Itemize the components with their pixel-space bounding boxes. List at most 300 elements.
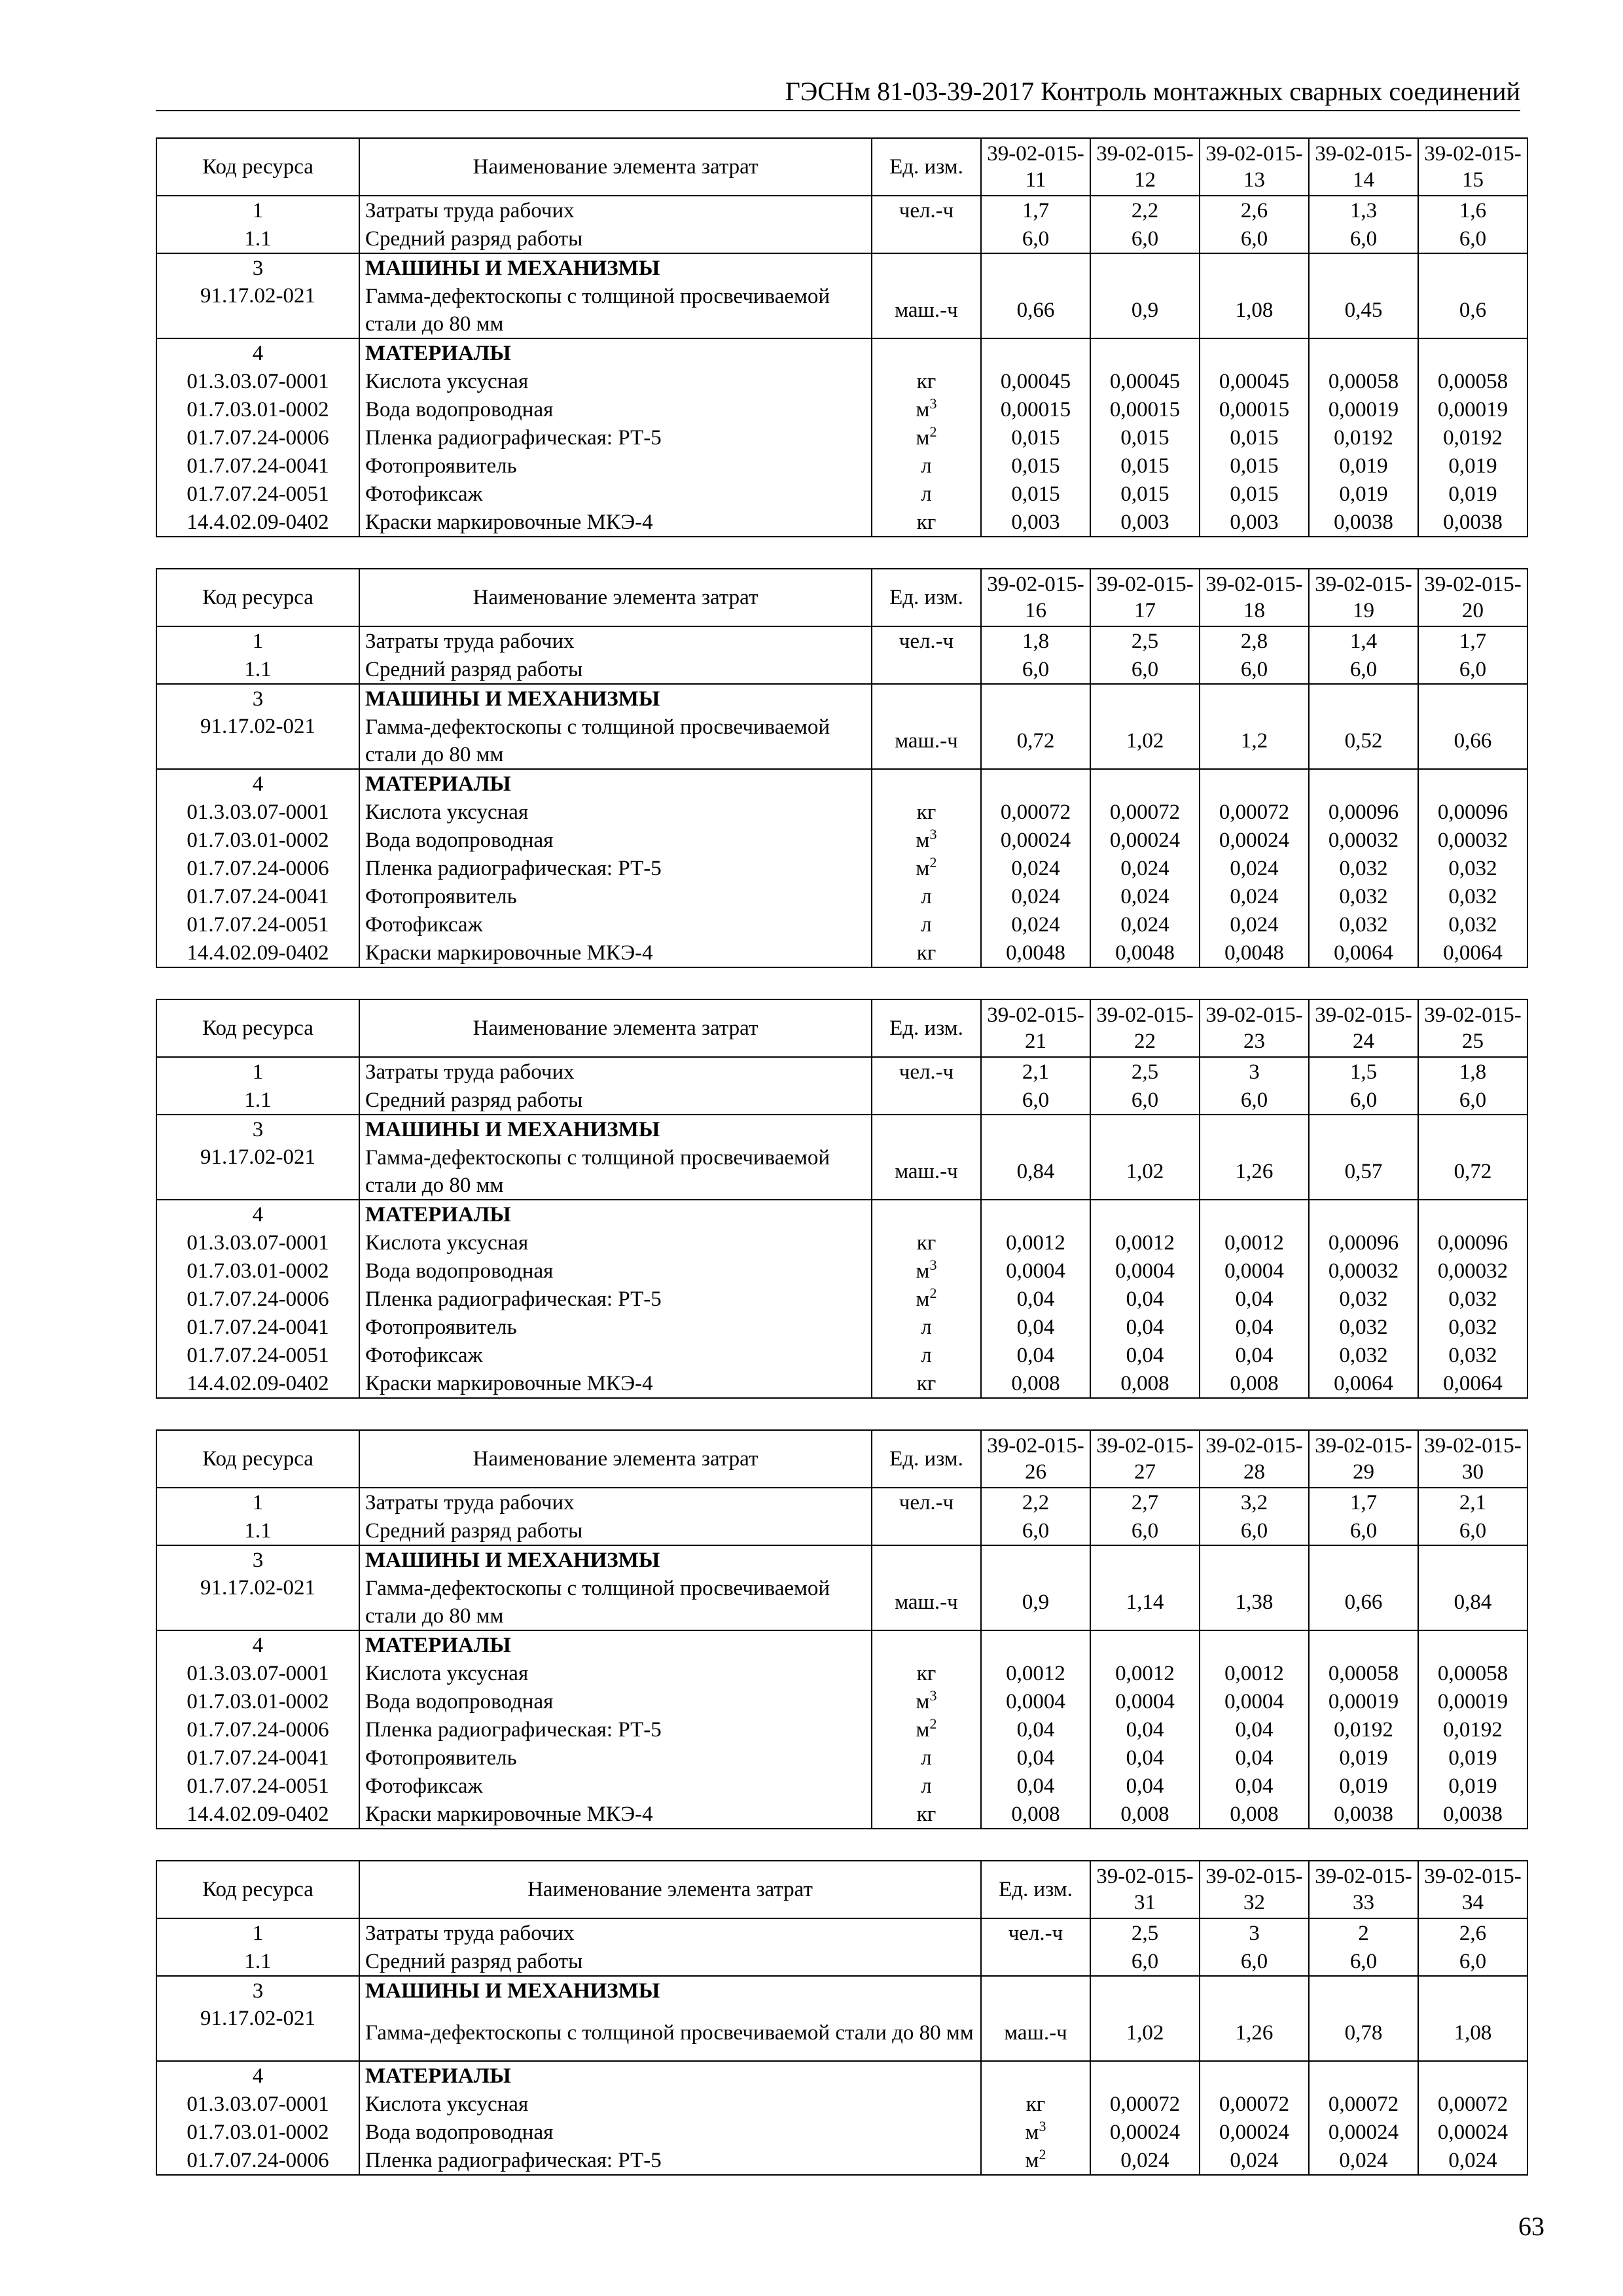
norm-value: 0,024 <box>981 882 1090 910</box>
resource-code: 01.7.07.24-0051 <box>156 480 359 508</box>
resource-code: 91.17.02-021 <box>156 1143 359 1200</box>
norm-value: 6,0 <box>1090 1947 1200 1976</box>
resource-code: 01.7.07.24-0041 <box>156 452 359 480</box>
norm-value <box>1090 1115 1200 1143</box>
norm-table-block <box>156 568 1527 968</box>
norm-value: 0,0004 <box>1090 1687 1200 1715</box>
resource-code: 3 <box>156 1545 359 1574</box>
norm-value <box>1418 253 1527 282</box>
norm-value <box>1200 1115 1309 1143</box>
norm-value: 6,0 <box>1418 1947 1527 1976</box>
resource-name: Средний разряд работы <box>359 1086 872 1115</box>
norm-value: 0,00024 <box>1200 2118 1309 2146</box>
resource-code: 01.7.03.01-0002 <box>156 1687 359 1715</box>
header-norm-code: 39-02-015- 17 <box>1090 569 1200 626</box>
norm-value: 6,0 <box>981 655 1090 684</box>
header-unit: Ед. изм. <box>872 138 981 196</box>
header-code: Код ресурса <box>156 1861 359 1918</box>
table-row <box>156 1545 1527 1574</box>
resource-unit: л <box>872 1341 981 1369</box>
norm-value <box>1090 338 1200 367</box>
norm-value: 0,00045 <box>1200 367 1309 395</box>
norm-value: 0,032 <box>1309 882 1418 910</box>
resource-name: Вода водопроводная <box>359 1257 872 1285</box>
resource-code: 3 <box>156 1115 359 1143</box>
resource-name: Фотофиксаж <box>359 1341 872 1369</box>
resource-code: 1 <box>156 626 359 655</box>
resource-name: Краски маркировочные МКЭ-4 <box>359 508 872 537</box>
resource-unit: маш.-ч <box>872 1574 981 1630</box>
norm-value: 3 <box>1200 1918 1309 1947</box>
resource-unit: $м^3$ <box>872 395 981 423</box>
resource-code: 01.7.07.24-0051 <box>156 1772 359 1800</box>
norm-value: 6,0 <box>1309 1516 1418 1545</box>
norm-value <box>1418 769 1527 798</box>
norm-value: 6,0 <box>1090 1086 1200 1115</box>
resource-code: 01.7.07.24-0041 <box>156 1313 359 1341</box>
header-code: Код ресурса <box>156 138 359 196</box>
resource-unit <box>872 684 981 713</box>
norm-value <box>981 1630 1090 1659</box>
norm-value: 0,032 <box>1309 1341 1418 1369</box>
norm-value: 0,0038 <box>1418 508 1527 537</box>
norm-value: 6,0 <box>981 1516 1090 1545</box>
resource-code: 01.7.07.24-0041 <box>156 1744 359 1772</box>
norm-value <box>1200 1200 1309 1229</box>
norm-value: 0,04 <box>1200 1285 1309 1313</box>
norm-value: 6,0 <box>1090 1516 1200 1545</box>
resource-code: 1 <box>156 1488 359 1516</box>
norm-value: 2,8 <box>1200 626 1309 655</box>
norm-value: 0,0064 <box>1309 1369 1418 1398</box>
norm-value: 0,00072 <box>1090 798 1200 826</box>
resource-name: Кислота уксусная <box>359 1229 872 1257</box>
resource-unit: чел.-ч <box>872 196 981 224</box>
norm-table <box>156 1860 1528 2176</box>
norm-value: 0,0192 <box>1309 1715 1418 1744</box>
resource-unit: кг <box>872 798 981 826</box>
resource-name: Кислота уксусная <box>359 1659 872 1687</box>
header-name: Наименование элемента затрат <box>359 999 872 1057</box>
norm-value: 0,024 <box>1200 2146 1309 2175</box>
norm-value: 6,0 <box>1418 224 1527 253</box>
resource-unit <box>872 1115 981 1143</box>
resource-code: 01.7.07.24-0006 <box>156 423 359 452</box>
norm-value: 0,00024 <box>1418 2118 1527 2146</box>
norm-value <box>1309 1976 1418 2005</box>
norm-value: 0,04 <box>1090 1772 1200 1800</box>
resource-code: 91.17.02-021 <box>156 1574 359 1630</box>
resource-unit: л <box>872 452 981 480</box>
norm-value <box>1090 1630 1200 1659</box>
table-row <box>156 713 1527 769</box>
norm-table <box>156 568 1528 968</box>
norm-value: 0,019 <box>1309 1772 1418 1800</box>
norm-value: 2,6 <box>1200 196 1309 224</box>
norm-value <box>1200 338 1309 367</box>
table-row <box>156 826 1527 854</box>
resource-code: 01.7.03.01-0002 <box>156 1257 359 1285</box>
norm-value: 0,00072 <box>1309 2090 1418 2118</box>
resource-unit: маш.-ч <box>872 1143 981 1200</box>
norm-value: 2,5 <box>1090 626 1200 655</box>
norm-value: 0,00024 <box>1309 2118 1418 2146</box>
norm-value: 1,38 <box>1200 1574 1309 1630</box>
resource-code: 01.7.07.24-0051 <box>156 910 359 939</box>
norm-value: 1,26 <box>1200 2005 1309 2061</box>
resource-code: 91.17.02-021 <box>156 282 359 338</box>
norm-value <box>981 769 1090 798</box>
table-row <box>156 910 1527 939</box>
resource-code: 4 <box>156 769 359 798</box>
norm-value: 0,032 <box>1418 854 1527 882</box>
resource-unit: кг <box>872 939 981 967</box>
norm-value: 0,019 <box>1418 452 1527 480</box>
table-row <box>156 1976 1527 2005</box>
resource-code: 1.1 <box>156 655 359 684</box>
resource-code: 01.7.07.24-0006 <box>156 2146 359 2175</box>
table-row <box>156 1313 1527 1341</box>
page-header: ГЭСНм 81-03-39-2017 Контроль монтажных сварных соединений <box>156 73 1520 111</box>
norm-value: 0,00072 <box>1418 2090 1527 2118</box>
resource-name: Средний разряд работы <box>359 1516 872 1545</box>
resource-unit: $м^2$ <box>872 854 981 882</box>
resource-unit: кг <box>872 1229 981 1257</box>
table-row <box>156 854 1527 882</box>
resource-code: 3 <box>156 684 359 713</box>
resource-code: 01.7.03.01-0002 <box>156 395 359 423</box>
norm-value: 0,00045 <box>981 367 1090 395</box>
norm-value <box>1200 684 1309 713</box>
resource-unit: $м^2$ <box>981 2146 1090 2175</box>
table-row <box>156 282 1527 338</box>
norm-value: 0,72 <box>1418 1143 1527 1200</box>
norm-value: 1,26 <box>1200 1143 1309 1200</box>
norm-value: 3 <box>1200 1057 1309 1086</box>
resource-code: 01.7.07.24-0006 <box>156 1285 359 1313</box>
header-norm-code: 39-02-015- 24 <box>1309 999 1418 1057</box>
norm-value: 6,0 <box>1418 1086 1527 1115</box>
norm-value: 0,024 <box>1309 2146 1418 2175</box>
resource-name: Гамма-дефектоскопы с толщиной просвечиваемой стали до 80 мм <box>359 282 872 338</box>
norm-value <box>1090 253 1200 282</box>
norm-value: 0,04 <box>981 1313 1090 1341</box>
norm-value: 0,032 <box>1309 1285 1418 1313</box>
resource-name: Средний разряд работы <box>359 655 872 684</box>
resource-name: Краски маркировочные МКЭ-4 <box>359 1369 872 1398</box>
norm-value: 6,0 <box>1309 1086 1418 1115</box>
resource-name: Пленка радиографическая: РТ-5 <box>359 854 872 882</box>
norm-value: 0,00072 <box>1200 798 1309 826</box>
norm-value: 0,015 <box>981 423 1090 452</box>
norm-value: 0,019 <box>1418 1772 1527 1800</box>
norm-value: 0,04 <box>1090 1715 1200 1744</box>
resource-name: Краски маркировочные МКЭ-4 <box>359 1800 872 1829</box>
norm-value <box>981 338 1090 367</box>
section-title: МАТЕРИАЛЫ <box>359 2061 981 2090</box>
norm-value: 0,008 <box>1090 1369 1200 1398</box>
norm-value: 0,00058 <box>1418 367 1527 395</box>
norm-value: 0,04 <box>981 1715 1090 1744</box>
norm-table-block <box>156 999 1527 1399</box>
norm-value: 0,024 <box>1090 882 1200 910</box>
norm-table <box>156 999 1528 1399</box>
norm-value: 0,032 <box>1418 910 1527 939</box>
table-row <box>156 626 1527 655</box>
norm-value: 0,032 <box>1309 1313 1418 1341</box>
resource-name: Средний разряд работы <box>359 1947 981 1976</box>
norm-value: 1,02 <box>1090 1143 1200 1200</box>
norm-value: 1,2 <box>1200 713 1309 769</box>
section-title: МАТЕРИАЛЫ <box>359 1200 872 1229</box>
norm-value <box>1309 1630 1418 1659</box>
norm-value: 6,0 <box>1090 655 1200 684</box>
norm-value: 0,008 <box>1200 1800 1309 1829</box>
resource-name: Затраты труда рабочих <box>359 196 872 224</box>
norm-value: 1,08 <box>1200 282 1309 338</box>
table-row <box>156 1229 1527 1257</box>
resource-unit <box>872 1630 981 1659</box>
resource-code: 01.3.03.07-0001 <box>156 2090 359 2118</box>
table-row <box>156 1659 1527 1687</box>
norm-value: 0,015 <box>1200 480 1309 508</box>
norm-value: 0,0004 <box>981 1257 1090 1285</box>
norm-value: 0,0048 <box>1200 939 1309 967</box>
header-name: Наименование элемента затрат <box>359 1861 981 1918</box>
norm-value: 0,019 <box>1309 480 1418 508</box>
resource-unit: кг <box>872 1369 981 1398</box>
norm-value <box>1418 1200 1527 1229</box>
resource-unit <box>981 1947 1090 1976</box>
table-header-row <box>156 569 1527 626</box>
table-row <box>156 224 1527 253</box>
section-title: МАШИНЫ И МЕХАНИЗМЫ <box>359 1545 872 1574</box>
resource-unit: кг <box>872 1800 981 1829</box>
norm-value: 0,024 <box>1200 854 1309 882</box>
norm-value: 6,0 <box>1309 224 1418 253</box>
norm-value: 0,00024 <box>1090 826 1200 854</box>
resource-unit <box>981 2061 1090 2090</box>
header-norm-code: 39-02-015- 26 <box>981 1430 1090 1488</box>
header-norm-code: 39-02-015- 14 <box>1309 138 1418 196</box>
norm-table-block <box>156 1429 1527 1829</box>
norm-value: 0,00024 <box>1090 2118 1200 2146</box>
header-unit: Ед. изм. <box>872 1430 981 1488</box>
norm-value <box>1418 2061 1527 2090</box>
norm-value: 0,00015 <box>1200 395 1309 423</box>
table-row <box>156 939 1527 967</box>
norm-value: 0,00058 <box>1418 1659 1527 1687</box>
resource-code: 1 <box>156 1057 359 1086</box>
norm-value <box>1090 769 1200 798</box>
norm-value: 0,0004 <box>1200 1257 1309 1285</box>
norm-value: 0,0038 <box>1418 1800 1527 1829</box>
norm-value: 0,78 <box>1309 2005 1418 2061</box>
table-row <box>156 1800 1527 1829</box>
header-norm-code: 39-02-015- 31 <box>1090 1861 1200 1918</box>
norm-value <box>1309 2061 1418 2090</box>
table-row <box>156 338 1527 367</box>
table-header-row <box>156 1430 1527 1488</box>
table-row <box>156 1630 1527 1659</box>
norm-value: 0,015 <box>1200 452 1309 480</box>
resource-name: Краски маркировочные МКЭ-4 <box>359 939 872 967</box>
norm-value: 1,02 <box>1090 713 1200 769</box>
page-number: 63 <box>1518 2212 1544 2241</box>
resource-code: 4 <box>156 338 359 367</box>
norm-value: 0,00015 <box>1090 395 1200 423</box>
table-row <box>156 395 1527 423</box>
norm-value: 0,00096 <box>1309 798 1418 826</box>
norm-value: 0,00019 <box>1309 1687 1418 1715</box>
table-row <box>156 423 1527 452</box>
table-row <box>156 508 1527 537</box>
table-row <box>156 1086 1527 1115</box>
section-title: МАТЕРИАЛЫ <box>359 1630 872 1659</box>
resource-code: 1.1 <box>156 1947 359 1976</box>
table-row <box>156 684 1527 713</box>
norm-value: 1,8 <box>981 626 1090 655</box>
table-row <box>156 1057 1527 1086</box>
norm-value: 0,04 <box>981 1341 1090 1369</box>
norm-value: 0,45 <box>1309 282 1418 338</box>
resource-code: 01.7.07.24-0006 <box>156 854 359 882</box>
section-title: МАТЕРИАЛЫ <box>359 338 872 367</box>
header-code: Код ресурса <box>156 569 359 626</box>
resource-unit <box>872 338 981 367</box>
norm-value: 2,5 <box>1090 1918 1200 1947</box>
norm-value: 0,04 <box>1090 1341 1200 1369</box>
norm-value: 0,00032 <box>1418 826 1527 854</box>
norm-value: 2,1 <box>981 1057 1090 1086</box>
norm-value <box>1418 1545 1527 1574</box>
norm-value: 0,008 <box>981 1369 1090 1398</box>
norm-value <box>1309 338 1418 367</box>
norm-value: 0,0064 <box>1309 939 1418 967</box>
norm-value: 0,04 <box>1200 1772 1309 1800</box>
resource-unit <box>872 253 981 282</box>
norm-value: 0,0048 <box>1090 939 1200 967</box>
norm-value: 0,57 <box>1309 1143 1418 1200</box>
norm-value <box>1200 2061 1309 2090</box>
resource-unit: $м^3$ <box>872 1257 981 1285</box>
norm-value: 0,00024 <box>1200 826 1309 854</box>
norm-value: 0,9 <box>981 1574 1090 1630</box>
norm-value: 0,0192 <box>1418 1715 1527 1744</box>
resource-name: Фотофиксаж <box>359 910 872 939</box>
norm-value: 0,84 <box>981 1143 1090 1200</box>
resource-name: Гамма-дефектоскопы с толщиной просвечиваемой стали до 80 мм <box>359 1143 872 1200</box>
resource-unit: маш.-ч <box>981 2005 1090 2061</box>
resource-name: Фотопроявитель <box>359 882 872 910</box>
table-row <box>156 1369 1527 1398</box>
norm-value: 3,2 <box>1200 1488 1309 1516</box>
resource-name: Гамма-дефектоскопы с толщиной просвечиваемой стали до 80 мм <box>359 713 872 769</box>
table-row <box>156 1715 1527 1744</box>
resource-name: Гамма-дефектоскопы с толщиной просвечиваемой стали до 80 мм <box>359 2005 981 2061</box>
norm-value: 0,00045 <box>1090 367 1200 395</box>
norm-value: 0,04 <box>981 1744 1090 1772</box>
norm-value: 0,00032 <box>1418 1257 1527 1285</box>
resource-name: Вода водопроводная <box>359 2118 981 2146</box>
resource-unit: л <box>872 1772 981 1800</box>
norm-value: 0,00096 <box>1418 1229 1527 1257</box>
norm-value <box>981 1545 1090 1574</box>
header-norm-code: 39-02-015- 23 <box>1200 999 1309 1057</box>
norm-value: 0,0012 <box>1090 1229 1200 1257</box>
norm-value <box>1090 2061 1200 2090</box>
norm-value: 0,0012 <box>981 1229 1090 1257</box>
header-norm-code: 39-02-015- 18 <box>1200 569 1309 626</box>
resource-unit: $м^3$ <box>872 1687 981 1715</box>
norm-value <box>1309 1545 1418 1574</box>
norm-value: 0,04 <box>1200 1715 1309 1744</box>
header-norm-code: 39-02-015- 15 <box>1418 138 1527 196</box>
table-row <box>156 882 1527 910</box>
norm-value: 0,00058 <box>1309 367 1418 395</box>
norm-value <box>1309 769 1418 798</box>
resource-unit: $м^2$ <box>872 423 981 452</box>
norm-value: 0,52 <box>1309 713 1418 769</box>
header-norm-code: 39-02-015- 34 <box>1418 1861 1527 1918</box>
resource-name: Фотопроявитель <box>359 1313 872 1341</box>
resource-unit <box>981 1976 1090 2005</box>
norm-value: 1,5 <box>1309 1057 1418 1086</box>
table-row <box>156 1341 1527 1369</box>
resource-name: Пленка радиографическая: РТ-5 <box>359 2146 981 2175</box>
resource-unit: кг <box>981 2090 1090 2118</box>
header-unit: Ед. изм. <box>872 999 981 1057</box>
norm-table-block <box>156 137 1527 537</box>
header-norm-code: 39-02-015- 25 <box>1418 999 1527 1057</box>
resource-unit: $м^3$ <box>872 826 981 854</box>
header-norm-code: 39-02-015- 28 <box>1200 1430 1309 1488</box>
resource-code: 01.3.03.07-0001 <box>156 798 359 826</box>
table-row <box>156 1574 1527 1630</box>
norm-value: 2,2 <box>981 1488 1090 1516</box>
resource-unit: л <box>872 1744 981 1772</box>
norm-value: 0,00024 <box>981 826 1090 854</box>
norm-value: 0,04 <box>1200 1341 1309 1369</box>
header-norm-code: 39-02-015- 20 <box>1418 569 1527 626</box>
norm-value: 0,00072 <box>1090 2090 1200 2118</box>
norm-table-block <box>156 1860 1527 2176</box>
section-title: МАШИНЫ И МЕХАНИЗМЫ <box>359 253 872 282</box>
norm-value: 0,015 <box>981 480 1090 508</box>
norm-value: 1,4 <box>1309 626 1418 655</box>
norm-value: 0,0012 <box>1200 1659 1309 1687</box>
norm-value: 0,0004 <box>981 1687 1090 1715</box>
norm-value: 0,0192 <box>1418 423 1527 452</box>
norm-value: 0,0064 <box>1418 939 1527 967</box>
norm-value: 0,00072 <box>981 798 1090 826</box>
norm-value: 0,04 <box>981 1772 1090 1800</box>
norm-value: 0,019 <box>1418 1744 1527 1772</box>
norm-value <box>1418 684 1527 713</box>
norm-value: 0,003 <box>1200 508 1309 537</box>
table-row <box>156 253 1527 282</box>
norm-value: 0,66 <box>1309 1574 1418 1630</box>
header-norm-code: 39-02-015- 22 <box>1090 999 1200 1057</box>
norm-value: 0,024 <box>1090 854 1200 882</box>
table-row <box>156 655 1527 684</box>
header-norm-code: 39-02-015- 32 <box>1200 1861 1309 1918</box>
norm-value <box>981 1200 1090 1229</box>
norm-value <box>1090 1976 1200 2005</box>
resource-unit: л <box>872 480 981 508</box>
norm-value: 0,015 <box>981 452 1090 480</box>
resource-unit: кг <box>872 367 981 395</box>
